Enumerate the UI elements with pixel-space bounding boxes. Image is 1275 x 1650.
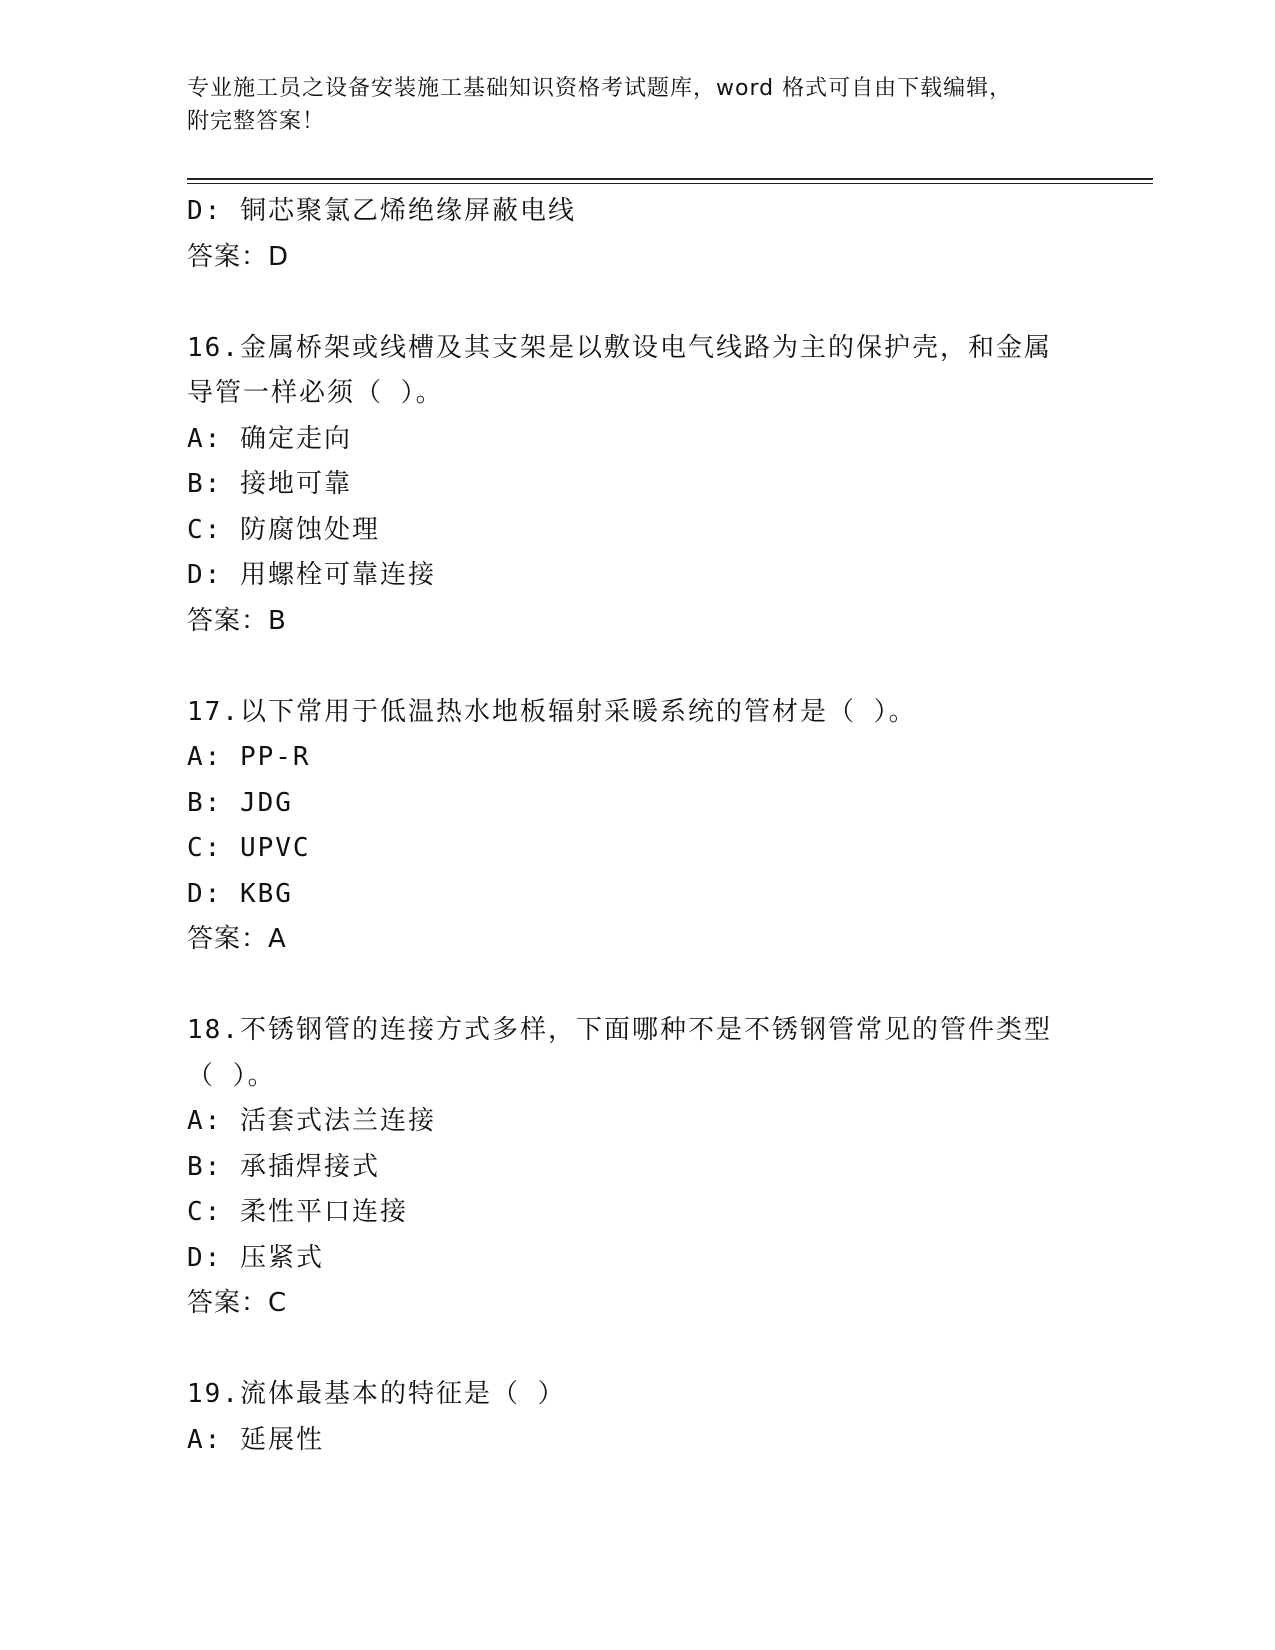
option-b: B: JDG — [187, 787, 293, 818]
question-block-16 — [187, 326, 1087, 645]
header-line-1: 专业施工员之设备安装施工基础知识资格考试题库，word 格式可自由下载编辑， — [187, 76, 1013, 101]
option-c: C: UPVC — [187, 833, 311, 863]
answer-line: 答案：D — [187, 241, 290, 272]
option-a: A: 确定走向 — [187, 423, 352, 454]
header-line-2: 附完整答案！ — [187, 109, 326, 134]
option-d: D: KBG — [187, 878, 293, 909]
question-block-18 — [187, 1008, 1087, 1327]
header-rule-thick — [187, 178, 1153, 180]
answer-line: 答案：A — [187, 924, 287, 954]
option-d: D: 用螺栓可靠连接 — [187, 560, 436, 590]
question-block-19 — [187, 1372, 1087, 1463]
option-c: C: 柔性平口连接 — [187, 1197, 408, 1227]
option-d: D: 铜芯聚氯乙烯绝缘屏蔽电线 — [187, 196, 576, 226]
option-b: B: 承插焊接式 — [187, 1151, 380, 1182]
option-a: A: PP-R — [187, 742, 311, 772]
answer-line: 答案：C — [187, 1288, 288, 1318]
question-text-line-1: 19.流体最基本的特征是（ ） — [187, 1379, 566, 1409]
question-text-line-1: 18.不锈钢管的连接方式多样，下面哪种不是不锈钢管常见的管件类型 — [187, 1015, 1052, 1045]
option-a: A: 延展性 — [187, 1424, 324, 1455]
option-d: D: 压紧式 — [187, 1242, 324, 1273]
question-text-line-2: （ ）。 — [187, 1060, 276, 1091]
option-a: A: 活套式法兰连接 — [187, 1106, 436, 1136]
question-text-line-1: 17.以下常用于低温热水地板辐射采暖系统的管材是（ ）。 — [187, 696, 917, 727]
spacer — [187, 1327, 1087, 1373]
question-text-line-2: 导管一样必须（ ）。 — [187, 378, 444, 408]
question-block-17 — [187, 690, 1087, 963]
document-header — [187, 72, 1067, 138]
spacer — [187, 644, 1087, 690]
option-c: C: 防腐蚀处理 — [187, 514, 380, 545]
question-block-15-tail — [187, 189, 1087, 280]
answer-line: 答案：B — [187, 605, 287, 636]
header-rule-thin — [187, 183, 1153, 184]
spacer — [187, 963, 1087, 1009]
option-b: B: 接地可靠 — [187, 469, 352, 499]
spacer — [187, 280, 1087, 326]
question-list — [187, 189, 1087, 1463]
question-text-line-1: 16.金属桥架或线槽及其支架是以敷设电气线路为主的保护壳，和金属 — [187, 332, 1052, 363]
